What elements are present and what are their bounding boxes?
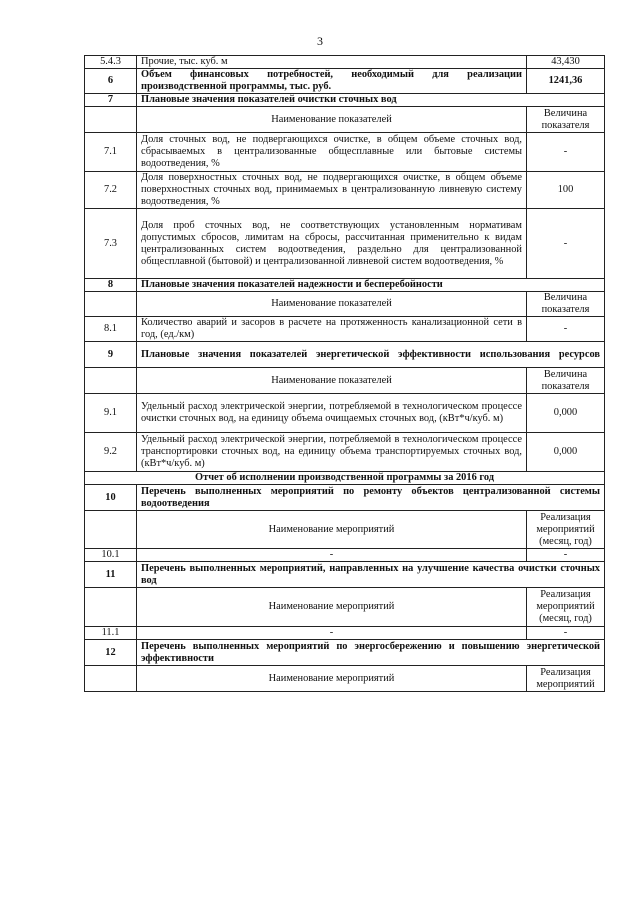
row-value: 0,000 bbox=[527, 433, 605, 472]
row-description: Удельный расход электрической энергии, потребляемой в технологическом процессе очистки сточных вод, на единицу объема очищаемых сточных вод, (кВт*ч/куб. м) bbox=[137, 394, 527, 433]
empty-cell bbox=[85, 107, 137, 133]
row-number: 9.1 bbox=[85, 394, 137, 433]
column-header-row bbox=[85, 107, 605, 133]
table-row bbox=[85, 394, 605, 433]
section-title: Плановые значения показателей очистки сточных вод bbox=[137, 94, 605, 107]
column-header-name: Наименование показателей bbox=[137, 292, 527, 317]
section-number: 8 bbox=[85, 279, 137, 292]
column-header-row bbox=[85, 588, 605, 627]
row-description: Доля сточных вод, не подвергающихся очистке, в общем объеме сточных вод, сбрасываемых в централизованные общесплавные или бытовые системы водоотведения, % bbox=[137, 133, 527, 172]
row-number: 8.1 bbox=[85, 317, 137, 342]
empty-cell bbox=[85, 511, 137, 549]
table-row bbox=[85, 433, 605, 472]
row-value: - bbox=[527, 133, 605, 172]
empty-cell bbox=[85, 666, 137, 692]
section-header-row bbox=[85, 485, 605, 511]
table-row bbox=[85, 133, 605, 172]
column-header-name: Наименование мероприятий bbox=[137, 588, 527, 627]
row-description: Прочие, тыс. куб. м bbox=[137, 56, 527, 69]
section-header-row bbox=[85, 342, 605, 368]
table-row bbox=[85, 69, 605, 94]
column-header-name: Наименование показателей bbox=[137, 107, 527, 133]
page-number: 3 bbox=[317, 34, 323, 48]
column-header-name: Наименование мероприятий bbox=[137, 511, 527, 549]
column-header-value: Величина показателя bbox=[527, 107, 605, 133]
table-row bbox=[85, 172, 605, 209]
row-number: 7.2 bbox=[85, 172, 137, 209]
section-title: Перечень выполненных мероприятий, направленных на улучшение качества очистки сточных вод bbox=[137, 562, 605, 588]
empty-cell bbox=[85, 588, 137, 627]
column-header-value: Реализация мероприятий (месяц, год) bbox=[527, 588, 605, 627]
table-row bbox=[85, 549, 605, 562]
report-title: Отчет об исполнении производственной программы за 2016 год bbox=[85, 472, 605, 485]
column-header-value: Реализация мероприятий (месяц, год) bbox=[527, 511, 605, 549]
section-number: 10 bbox=[85, 485, 137, 511]
production-program-table bbox=[84, 55, 605, 692]
section-header-row bbox=[85, 640, 605, 666]
row-number: 11.1 bbox=[85, 627, 137, 640]
row-number: 7.3 bbox=[85, 209, 137, 279]
report-title-row bbox=[85, 472, 605, 485]
row-description: Доля поверхностных сточных вод, не подвергающихся очистке, в общем объеме поверхностных сточных вод, принимаемых в централизованную ливневую систему водоотведения, % bbox=[137, 172, 527, 209]
row-number: 6 bbox=[85, 69, 137, 94]
section-header-row bbox=[85, 562, 605, 588]
row-number: 10.1 bbox=[85, 549, 137, 562]
column-header-row bbox=[85, 511, 605, 549]
row-number: 5.4.3 bbox=[85, 56, 137, 69]
empty-cell bbox=[85, 368, 137, 394]
column-header-row bbox=[85, 292, 605, 317]
row-description: - bbox=[137, 549, 527, 562]
row-value: 43,430 bbox=[527, 56, 605, 69]
table-row bbox=[85, 56, 605, 69]
section-number: 11 bbox=[85, 562, 137, 588]
table-row bbox=[85, 209, 605, 279]
row-value: 0,000 bbox=[527, 394, 605, 433]
section-title: Плановые значения показателей надежности и бесперебойности bbox=[137, 279, 605, 292]
row-value: 100 bbox=[527, 172, 605, 209]
row-value: - bbox=[527, 549, 605, 562]
section-title: Перечень выполненных мероприятий по ремонту объектов централизованной системы водоотведения bbox=[137, 485, 605, 511]
row-value: 1241,36 bbox=[527, 69, 605, 94]
section-header-row bbox=[85, 279, 605, 292]
row-value: - bbox=[527, 317, 605, 342]
row-value: - bbox=[527, 209, 605, 279]
column-header-value: Величина показателя bbox=[527, 292, 605, 317]
section-title: Перечень выполненных мероприятий по энергосбережению и повышению энергетической эффективности bbox=[137, 640, 605, 666]
column-header-row bbox=[85, 368, 605, 394]
row-description: - bbox=[137, 627, 527, 640]
row-description: Количество аварий и засоров в расчете на протяженность канализационной сети в год, (ед./км) bbox=[137, 317, 527, 342]
row-description: Объем финансовых потребностей, необходимый для реализации производственной программы, тыс. руб. bbox=[137, 69, 527, 94]
column-header-name: Наименование мероприятий bbox=[137, 666, 527, 692]
section-title: Плановые значения показателей энергетической эффективности использования ресурсов bbox=[137, 342, 605, 368]
row-number: 7.1 bbox=[85, 133, 137, 172]
column-header-value: Реализация мероприятий bbox=[527, 666, 605, 692]
section-header-row bbox=[85, 94, 605, 107]
table-row bbox=[85, 317, 605, 342]
row-description: Доля проб сточных вод, не соответствующих установленным нормативам допустимых сбросов, лимитам на сбросы, рассчитанная применительно к видам централизованных систем водоотведения, раздельно для централизованной общесплавной (бытовой) и централизованной ливневой систем водоотведения, % bbox=[137, 209, 527, 279]
table-row bbox=[85, 627, 605, 640]
column-header-row bbox=[85, 666, 605, 692]
row-description: Удельный расход электрической энергии, потребляемой в технологическом процессе транспортировки сточных вод, на единицу объема транспортируемых сточных вод, (кВт*ч/куб. м) bbox=[137, 433, 527, 472]
section-number: 12 bbox=[85, 640, 137, 666]
column-header-name: Наименование показателей bbox=[137, 368, 527, 394]
column-header-value: Величина показателя bbox=[527, 368, 605, 394]
section-number: 9 bbox=[85, 342, 137, 368]
row-number: 9.2 bbox=[85, 433, 137, 472]
section-number: 7 bbox=[85, 94, 137, 107]
row-value: - bbox=[527, 627, 605, 640]
empty-cell bbox=[85, 292, 137, 317]
